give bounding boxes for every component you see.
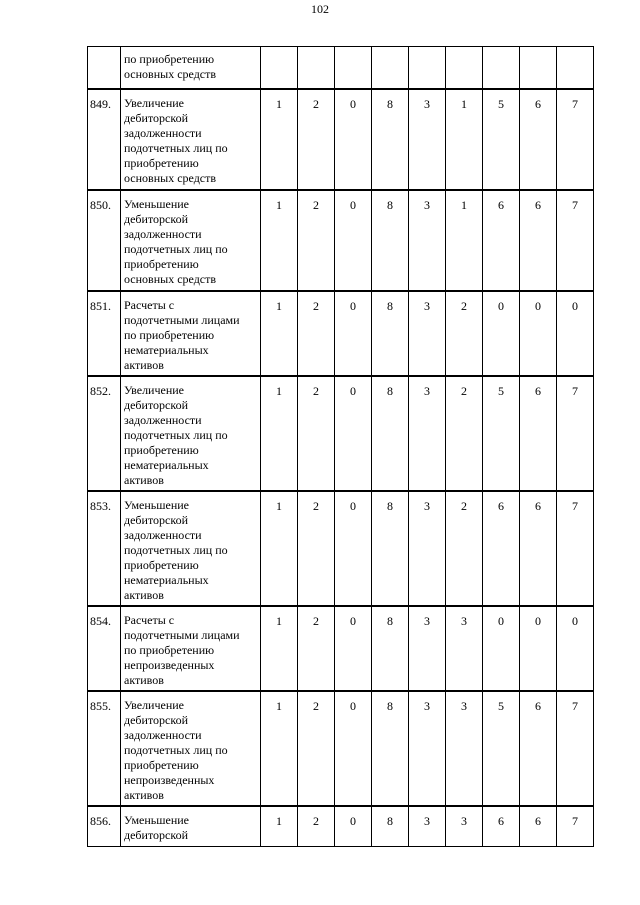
code-digit-cell: 1 [261, 89, 298, 190]
table-row [88, 89, 594, 190]
code-digit-cell: 6 [520, 190, 557, 291]
code-digit-cell: 2 [446, 376, 483, 491]
account-name-line: подотчетными лицами [124, 312, 240, 327]
account-name [121, 291, 261, 376]
account-name-line: приобретению [124, 757, 199, 772]
code-digit-cell: 3 [409, 491, 446, 606]
code-digit-cell: 1 [261, 691, 298, 806]
code-digit-cell: 1 [261, 491, 298, 606]
account-name-line: Увеличение [124, 95, 185, 110]
account-name-line: по приобретению [124, 327, 215, 342]
account-name [121, 491, 261, 606]
account-name-line: задолженности [124, 527, 202, 542]
code-digit-cell: 0 [483, 291, 520, 376]
table-row [88, 291, 594, 376]
table-body [88, 47, 594, 847]
code-digit-cell: 1 [261, 376, 298, 491]
account-name-line: непроизведенных [124, 657, 215, 672]
code-digit-cell: 3 [409, 291, 446, 376]
code-digit-cell: 7 [557, 806, 594, 847]
code-digit-cell: 8 [372, 606, 409, 691]
code-digit-cell: 0 [335, 806, 372, 847]
code-digit-cell [483, 47, 520, 89]
account-name-line: основных средств [124, 271, 217, 286]
code-digit-cell: 1 [261, 606, 298, 691]
table-row-continued [88, 47, 594, 89]
code-digit-cell: 5 [483, 376, 520, 491]
table-row [88, 606, 594, 691]
account-name-line: Уменьшение [124, 497, 189, 512]
code-digit-cell: 6 [483, 491, 520, 606]
code-digit-cell: 0 [557, 291, 594, 376]
code-digit-cell: 8 [372, 291, 409, 376]
code-digit-cell: 3 [446, 606, 483, 691]
account-name-line: Увеличение [124, 697, 185, 712]
code-digit-cell: 7 [557, 491, 594, 606]
account-name [121, 806, 261, 847]
code-digit-cell: 2 [298, 89, 335, 190]
code-digit-cell: 3 [446, 806, 483, 847]
code-digit-cell: 0 [335, 691, 372, 806]
code-digit-cell: 3 [409, 89, 446, 190]
account-name-line: нематериальных [124, 572, 209, 587]
account-name-line: активов [124, 357, 164, 372]
code-digit-cell: 7 [557, 190, 594, 291]
code-digit-cell: 3 [409, 691, 446, 806]
table-row [88, 806, 594, 847]
code-digit-cell: 6 [520, 691, 557, 806]
row-number: 854. [88, 606, 121, 691]
code-digit-cell: 1 [446, 190, 483, 291]
code-digit-cell: 0 [483, 606, 520, 691]
code-digit-cell: 6 [520, 491, 557, 606]
code-digit-cell: 2 [298, 190, 335, 291]
code-digit-cell: 6 [483, 190, 520, 291]
account-name-line: дебиторской [124, 827, 189, 842]
account-name [121, 691, 261, 806]
code-digit-cell: 0 [335, 606, 372, 691]
account-name-line: приобретению [124, 256, 199, 271]
code-digit-cell: 2 [298, 806, 335, 847]
code-digit-cell: 0 [335, 491, 372, 606]
account-name-line: подотчетными лицами [124, 627, 240, 642]
table-row [88, 691, 594, 806]
row-number: 851. [88, 291, 121, 376]
code-digit-cell: 2 [446, 491, 483, 606]
code-digit-cell: 3 [409, 806, 446, 847]
code-digit-cell: 2 [298, 606, 335, 691]
account-name-line: Уменьшение [124, 196, 189, 211]
code-digit-cell: 7 [557, 376, 594, 491]
account-name-line: нематериальных [124, 457, 209, 472]
row-number: 850. [88, 190, 121, 291]
code-digit-cell: 6 [520, 806, 557, 847]
account-name-line: дебиторской [124, 110, 189, 125]
account-name-line: активов [124, 672, 164, 687]
code-digit-cell: 2 [446, 291, 483, 376]
code-digit-cell: 8 [372, 806, 409, 847]
account-name [121, 47, 261, 89]
account-name-line: подотчетных лиц по [124, 742, 228, 757]
code-digit-cell: 0 [557, 606, 594, 691]
account-name [121, 190, 261, 291]
row-number: 855. [88, 691, 121, 806]
code-digit-cell: 1 [446, 89, 483, 190]
account-name-line: подотчетных лиц по [124, 427, 228, 442]
account-name-line: приобретению [124, 442, 199, 457]
account-name-line: дебиторской [124, 512, 189, 527]
code-digit-cell: 7 [557, 89, 594, 190]
code-digit-cell: 8 [372, 691, 409, 806]
code-digit-cell: 6 [483, 806, 520, 847]
code-digit-cell: 3 [409, 376, 446, 491]
code-digit-cell: 3 [409, 606, 446, 691]
row-number: 852. [88, 376, 121, 491]
account-name-line: задолженности [124, 125, 202, 140]
table-row [88, 491, 594, 606]
code-digit-cell: 8 [372, 376, 409, 491]
code-digit-cell: 0 [335, 291, 372, 376]
code-digit-cell: 2 [298, 291, 335, 376]
account-name-line: по приобретению [124, 52, 215, 66]
code-digit-cell: 1 [261, 291, 298, 376]
account-name-line: приобретению [124, 557, 199, 572]
account-name-line: Уменьшение [124, 812, 189, 827]
code-digit-cell [335, 47, 372, 89]
code-digit-cell [557, 47, 594, 89]
code-digit-cell [520, 47, 557, 89]
code-digit-cell: 0 [520, 291, 557, 376]
code-digit-cell: 0 [335, 376, 372, 491]
table-row [88, 376, 594, 491]
account-name-line: нематериальных [124, 342, 209, 357]
code-digit-cell: 8 [372, 491, 409, 606]
code-digit-cell: 5 [483, 691, 520, 806]
table-row [88, 190, 594, 291]
row-number: 853. [88, 491, 121, 606]
page-number: 102 [311, 2, 329, 16]
code-digit-cell: 5 [483, 89, 520, 190]
code-digit-cell: 1 [261, 190, 298, 291]
account-name-line: Увеличение [124, 382, 185, 397]
code-digit-cell: 8 [372, 89, 409, 190]
code-digit-cell: 0 [335, 190, 372, 291]
account-name [121, 606, 261, 691]
account-name [121, 376, 261, 491]
account-name-line: задолженности [124, 226, 202, 241]
account-name-line: непроизведенных [124, 772, 215, 787]
row-number [88, 47, 121, 89]
code-digit-cell: 0 [335, 89, 372, 190]
code-digit-cell: 2 [298, 691, 335, 806]
account-name-line: приобретению [124, 155, 199, 170]
code-digit-cell: 3 [409, 190, 446, 291]
account-name-line: активов [124, 472, 164, 487]
account-name-line: задолженности [124, 727, 202, 742]
account-name-line: дебиторской [124, 397, 189, 412]
row-number: 856. [88, 806, 121, 847]
code-digit-cell: 2 [298, 491, 335, 606]
code-digit-cell [409, 47, 446, 89]
code-digit-cell: 7 [557, 691, 594, 806]
code-digit-cell [261, 47, 298, 89]
account-codes-table [87, 46, 594, 847]
account-name-line: подотчетных лиц по [124, 542, 228, 557]
code-digit-cell [372, 47, 409, 89]
account-name-line: основных средств [124, 170, 217, 185]
code-digit-cell [298, 47, 335, 89]
account-name-line: дебиторской [124, 712, 189, 727]
account-name-line: дебиторской [124, 211, 189, 226]
code-digit-cell [446, 47, 483, 89]
account-name-line: подотчетных лиц по [124, 241, 228, 256]
code-digit-cell: 6 [520, 376, 557, 491]
code-digit-cell: 2 [298, 376, 335, 491]
code-digit-cell: 6 [520, 89, 557, 190]
row-number: 849. [88, 89, 121, 190]
account-name-line: активов [124, 787, 164, 802]
account-name-line: основных средств [124, 67, 217, 81]
account-name-line: задолженности [124, 412, 202, 427]
code-digit-cell: 8 [372, 190, 409, 291]
code-digit-cell: 3 [446, 691, 483, 806]
account-name-line: Расчеты с [124, 297, 175, 312]
account-name-line: по приобретению [124, 642, 215, 657]
account-name-line: активов [124, 587, 164, 602]
account-name-line: подотчетных лиц по [124, 140, 228, 155]
code-digit-cell: 1 [261, 806, 298, 847]
account-name-line: Расчеты с [124, 612, 175, 627]
account-name [121, 89, 261, 190]
code-digit-cell: 0 [520, 606, 557, 691]
